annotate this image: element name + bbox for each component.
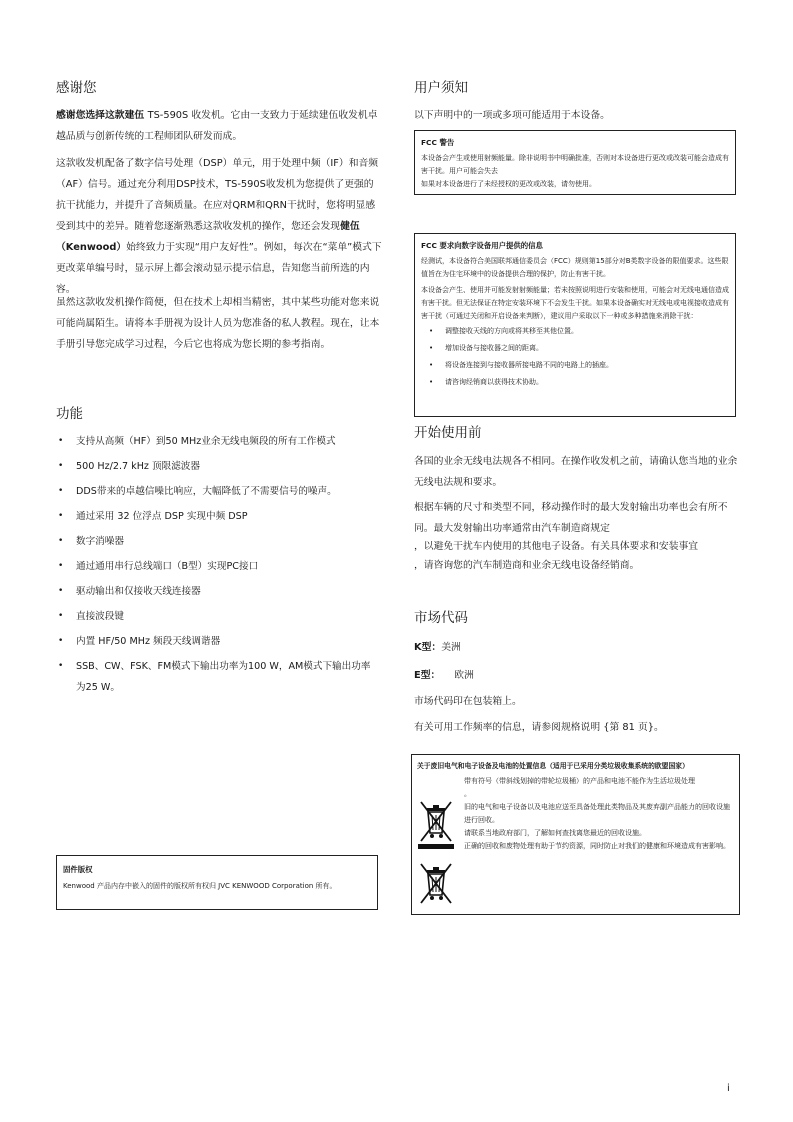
firmware-copyright-title: 固件版权 xyxy=(63,865,93,874)
market-e-row xyxy=(414,665,740,686)
weee-disposal-box xyxy=(411,754,740,915)
crossed-bin-icon xyxy=(418,799,454,849)
feature-item: • 支持从高频（HF）到50 MHz业余无线电频段的所有工作模式 xyxy=(56,431,376,452)
market-note-1: 市场代码印在包装箱上。 xyxy=(414,696,522,707)
fcc-warning-box xyxy=(414,130,736,195)
page-number: i xyxy=(727,1083,730,1094)
feature-item: • 通过采用 32 位浮点 DSP 实现中频 DSP xyxy=(56,506,376,527)
features-list xyxy=(56,431,376,702)
market-note-2: 有关可用工作频率的信息，请参阅规格说明 {第 81 页}。 xyxy=(414,722,664,733)
notice-heading: 用户须知 xyxy=(414,80,468,96)
weee-title: 关于废旧电气和电子设备及电池的处置信息（适用于已采用分类垃圾收集系统的欧盟国家） xyxy=(417,762,689,770)
thanks-p2-bold: 健伍（Kenwood） xyxy=(56,221,360,253)
weee-line: 带有符号（带斜线划掉的带轮垃圾桶）的产品和电池不能作为生活垃圾处理 xyxy=(464,777,695,785)
fcc-warning-text: 本设备会产生或使用射频能量。除非说明书中明确批准，否则对本设备进行更改或改装可能会造成有害干扰。用户可能会失去 xyxy=(421,154,729,175)
market-k-row xyxy=(414,637,740,658)
feature-item: • 500 Hz/2.7 kHz 顶限滤波器 xyxy=(56,456,376,477)
features-heading: 功能 xyxy=(56,406,83,422)
thanks-paragraph-3: 虽然这款收发机操作简便，但在技术上却相当精密，其中某些功能对您来说可能尚属陌生。请将本手册视为设计人员为您准备的私人教程。现在，让本手册引导您完成学习过程，今后它也将成为您长期的参考指南。 xyxy=(56,297,380,350)
notice-text: 以下声明中的一项或多项可能适用于本设备。 xyxy=(414,110,610,121)
fcc-info-box xyxy=(414,233,736,417)
feature-item: • SSB、CW、FSK、FM模式下输出功率为100 W，AM模式下输出功率为25 W。 xyxy=(56,656,376,698)
feature-item: • DDS带来的卓越信噪比响应，大幅降低了不需要信号的噪声。 xyxy=(56,481,376,502)
market-k-label: K型： xyxy=(414,642,442,653)
start-paragraph-2: 根据车辆的尺寸和类型不同，移动操作时的最大发射输出功率也会有所不同。最大发射输出功率通常由汽车制造商规定 xyxy=(414,502,728,534)
start-paragraph-4: ，请咨询您的汽车制造商和业余无线电设备经销商。 xyxy=(414,560,640,571)
feature-item: • 内置 HF/50 MHz 频段天线调谐器 xyxy=(56,631,376,652)
fcc-warning-text-2: 如果对本设备进行了未经授权的更改或改装，请勿使用。 xyxy=(421,180,596,188)
fcc-measure-item: • 调整接收天线的方向或将其移至其他位置。 xyxy=(421,323,729,340)
weee-line: 旧的电气和电子设备以及电池应送至具备处理此类物品及其废弃副产品能力的回收设施进行回收。 xyxy=(464,803,730,824)
thanks-paragraph-1 xyxy=(56,105,382,147)
thanks-p1-rest: TS-590S 收发机。它由一支致力于延续建伍收发机卓越品质与创新传统的工程师团队研发而成。 xyxy=(56,110,378,142)
weee-text-block xyxy=(464,775,734,853)
weee-line: 请联系当地政府部门，了解如何查找离您最近的回收设施。 xyxy=(464,829,646,837)
market-e-label: E型： xyxy=(414,670,441,681)
firmware-copyright-text: Kenwood 产品内存中嵌入的固件的版权所有权归 JVC KENWOOD Corporation 所有。 xyxy=(63,882,337,890)
weee-line: 。 xyxy=(464,790,471,798)
market-code-heading: 市场代码 xyxy=(414,610,468,626)
feature-item: • 通过通用串行总线端口（B型）实现PC接口 xyxy=(56,556,376,577)
feature-item: • 数字消噪器 xyxy=(56,531,376,552)
fcc-info-title: FCC 要求向数字设备用户提供的信息 xyxy=(421,241,543,250)
fcc-warning-title: FCC 警告 xyxy=(421,138,455,147)
crossed-bin-battery-icon xyxy=(418,861,454,905)
firmware-copyright-box xyxy=(56,855,378,910)
feature-item: • 驱动输出和仅接收天线连接器 xyxy=(56,581,376,602)
thanks-p2-text: 这款收发机配备了数字信号处理（DSP）单元，用于处理中频（IF）和音频（AF）信号。通过充分利用DSP技术，TS-590S收发机为您提供了更强的抗干扰能力，并提升了音频质量。在应对QRM和QRN干扰时，您将明显感受到其中的差异。随着您逐渐熟悉这款收发机的操作，您还会发现 xyxy=(56,158,379,232)
market-e-value: 欧洲 xyxy=(454,670,474,681)
fcc-measure-item: • 请咨询经销商以获得技术协助。 xyxy=(421,374,729,391)
thanks-paragraph-2 xyxy=(56,153,382,300)
thanks-p2-rest: 始终致力于实现“用户友好性”。例如，每次在“菜单”模式下更改菜单编号时，显示屏上都会滚动显示提示信息，告知您当前所选的内容。 xyxy=(56,242,382,295)
start-paragraph-3: ，以避免干扰车内使用的其他电子设备。有关具体要求和安装事宜 xyxy=(414,541,699,552)
fcc-measures-list xyxy=(421,323,729,391)
weee-line: 正确的回收和废物处理有助于节约资源，同时防止对我们的健康和环境造成有害影响。 xyxy=(464,842,730,850)
fcc-measure-item: • 增加设备与接收器之间的距离。 xyxy=(421,340,729,357)
start-paragraph-1: 各国的业余无线电法规各不相同。在操作收发机之前，请确认您当地的业余无线电法规和要求。 xyxy=(414,456,738,488)
market-k-value: 美洲 xyxy=(441,642,461,653)
feature-item: • 直接波段键 xyxy=(56,606,376,627)
fcc-measure-item: • 将设备连接到与接收器所接电路不同的电路上的插座。 xyxy=(421,357,729,374)
fcc-info-text-2: 本设备会产生、使用并可能发射射频能量；若未按照说明进行安装和使用，可能会对无线电通信造成有害干扰。但无法保证在特定安装环境下不会发生干扰。如果本设备确实对无线电或电视接收造成有害干扰（可通过关闭和开启设备来判断），建议用户采取以下一种或多种措施来消除干扰： xyxy=(421,286,729,320)
thanks-heading: 感谢您 xyxy=(56,80,97,96)
start-heading: 开始使用前 xyxy=(414,425,482,441)
thanks-p1-lead: 感谢您选择这款建伍 xyxy=(56,110,148,121)
fcc-info-text-1: 经测试，本设备符合美国联邦通信委员会（FCC）规则第15部分对B类数字设备的限值要求。这些限值旨在为住宅环境中的设备提供合理的保护，防止有害干扰。 xyxy=(421,257,729,278)
